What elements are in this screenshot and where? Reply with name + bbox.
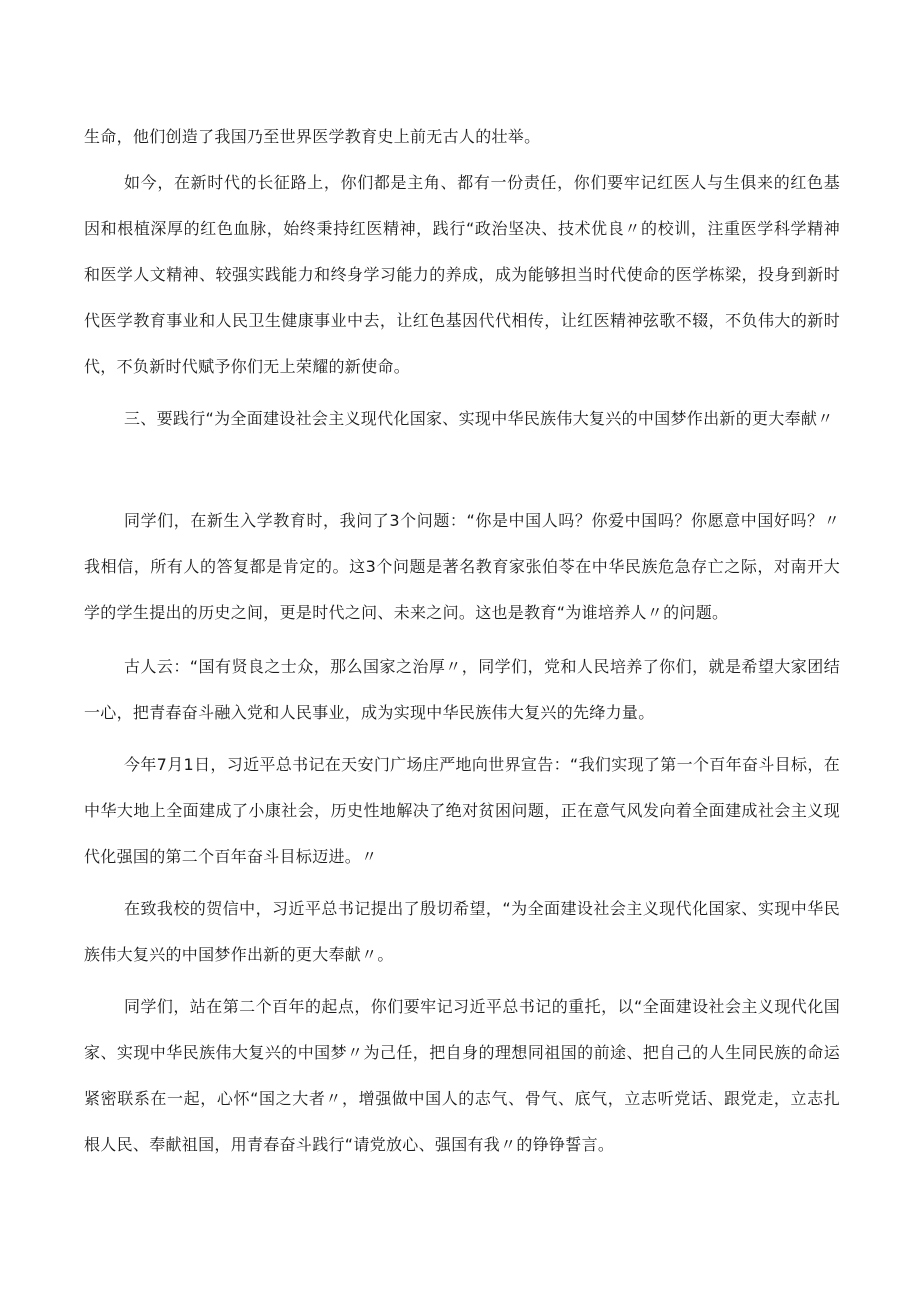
section-heading-3: 三、要践行“为全面建设社会主义现代化国家、实现中华民族伟大复兴的中国梦作出新的更大奉献〃 [124,409,834,428]
paragraph-4: 同学们，在新生入学教育时，我问了3个问题：“你是中国人吗？你爱中国吗？你愿意中国好吗？〃我相信，所有人的答复都是肯定的。这3个问题是著名教育家张伯苓在中华民族危急存亡之际，对南开大学的学生提出的历史之间，更是时代之问、未来之问。这也是教育“为谁培养人〃的问题。 [84,511,840,622]
paragraph-8: 同学们，站在第二个百年的起点，你们要牢记习近平总书记的重托，以“全面建设社会主义现代化国家、实现中华民族伟大复兴的中国梦〃为己任，把自身的理想同祖国的前途、把自己的人生同民族的命运紧密联系在一起，心怀“国之大者〃，增强做中国人的志气、骨气、底气，立志听党话、跟党走，立志扎根人民、奉献祖国，用青春奋斗践行“请党放心、强国有我〃的铮铮誓言。 [84,997,840,1154]
paragraph-2: 如今，在新时代的长征路上，你们都是主角、都有一份责任，你们要牢记红医人与生俱来的红色基因和根植深厚的红色血脉，始终秉持红医精神，践行“政治坚决、技术优良〃的校训，注重医学科学精神和医学人文精神、较强实践能力和终身学习能力的养成，成为能够担当时代使命的医学栋梁，投身到新时代医学教育事业和人民卫生健康事业中去，让红色基因代代相传，让红医精神弦歌不辍，不负伟大的新时代，不负新时代赋予你们无上荣耀的新使命。 [84,173,840,376]
paragraph-5: 古人云：“国有贤良之士众，那么国家之治厚〃，同学们，党和人民培养了你们，就是希望大家团结一心，把青春奋斗融入党和人民事业，成为实现中华民族伟大复兴的先绛力量。 [84,657,840,722]
paragraph-7: 在致我校的贺信中，习近平总书记提出了殷切希望，“为全面建设社会主义现代化国家、实现中华民族伟大复兴的中国梦作出新的更大奉献〃。 [84,899,840,964]
paragraph-1: 生命，他们创造了我国乃至世界医学教育史上前无古人的壮举。 [84,127,541,146]
paragraph-6: 今年7月1日，习近平总书记在天安门广场庄严地向世界宣告：“我们实现了第一个百年奋斗目标，在中华大地上全面建成了小康社会，历史性地解决了绝对贫困问题，正在意气风发向着全面建成社会主义现代化强国的第二个百年奋斗目标迈进。〃 [84,755,840,866]
